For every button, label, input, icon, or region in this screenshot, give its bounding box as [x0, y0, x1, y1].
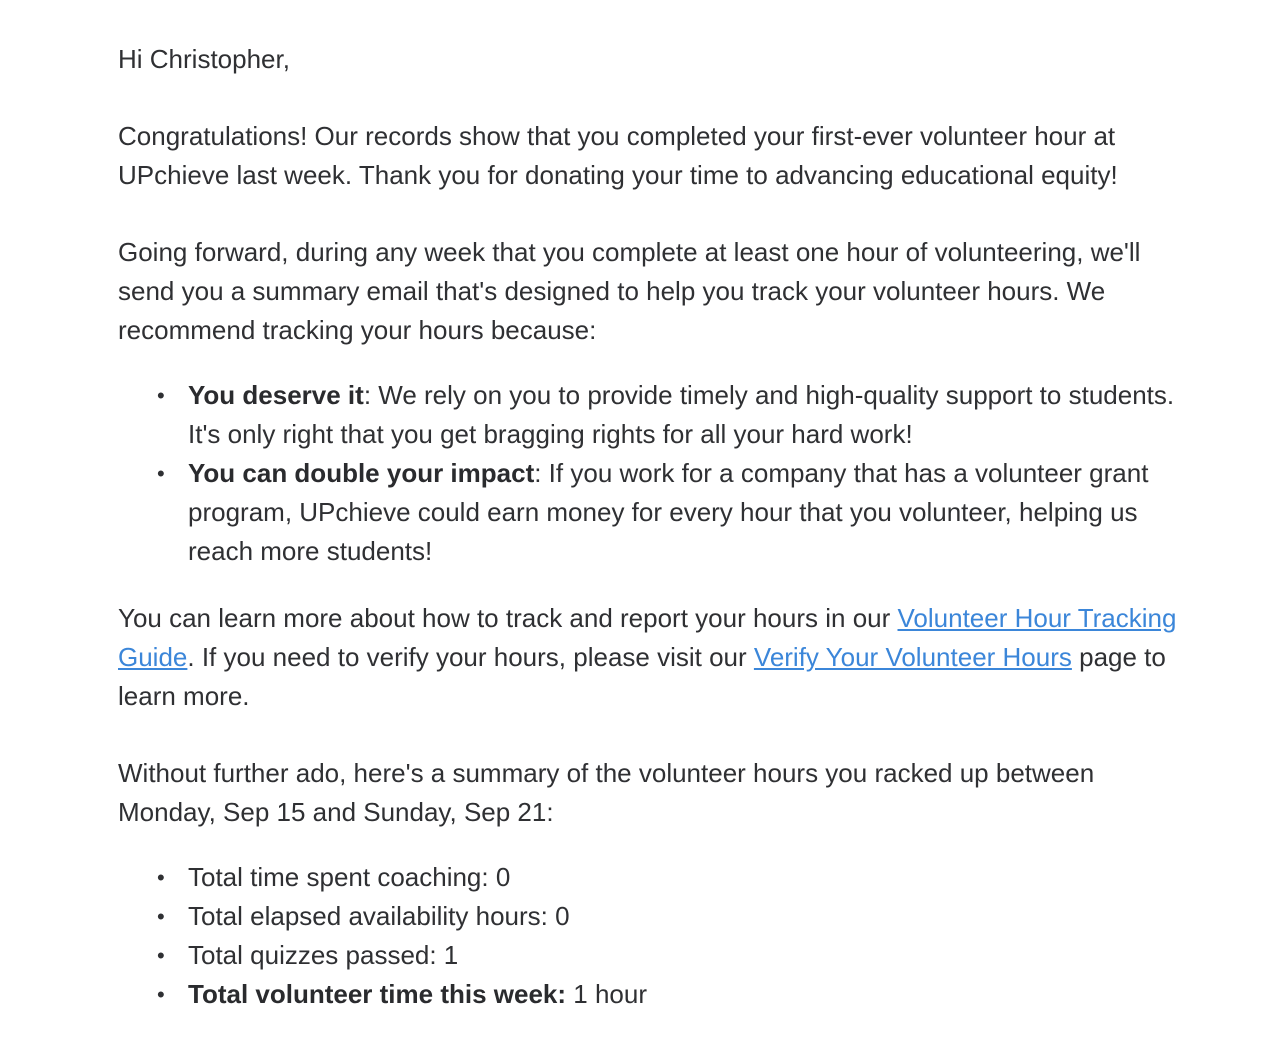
benefit-text: : We rely on you to provide timely and high-quality support to students. It's only right that you get bragging rights for all your hard work! — [188, 380, 1175, 449]
list-item — [157, 897, 1178, 936]
bullet-icon: • — [157, 461, 165, 486]
benefit-text: : If you work for a company that has a volunteer grant program, UPchieve could earn money for every hour that you volunteer, helping us reach more students! — [188, 458, 1149, 566]
learn-more-paragraph — [118, 599, 1178, 716]
verify-volunteer-hours-link[interactable]: Verify Your Volunteer Hours — [753, 642, 1072, 672]
email-body — [118, 40, 1178, 1052]
summary-coaching: Total time spent coaching: 0 — [188, 862, 511, 892]
summary-quizzes: Total quizzes passed: 1 — [188, 940, 459, 970]
bullet-icon: • — [157, 904, 165, 929]
greeting: Hi Christopher, — [118, 44, 290, 74]
learn-more-prefix: You can learn more about how to track and report your hours in our — [118, 603, 898, 633]
summary-availability: Total elapsed availability hours: 0 — [188, 901, 570, 931]
list-item — [157, 936, 1178, 975]
benefit-title: You can double your impact — [188, 458, 535, 488]
learn-more-suffix: page to learn more. — [118, 642, 1166, 711]
summary-total-label: Total volunteer time this week: — [188, 979, 567, 1009]
summary-list — [118, 858, 1178, 1014]
bullet-icon: • — [157, 865, 165, 890]
bullet-icon: • — [157, 943, 165, 968]
bullet-icon: • — [157, 982, 165, 1007]
congrats-paragraph: Congratulations! Our records show that you completed your first-ever volunteer hour at UPchieve last week. Thank you for donating your time to advancing educational equity! — [118, 121, 1118, 190]
summary-total-value: 1 hour — [566, 979, 647, 1009]
benefit-title: You deserve it — [188, 380, 364, 410]
list-item — [157, 454, 1178, 571]
summary-intro-paragraph: Without further ado, here's a summary of the volunteer hours you racked up between Monday, Sep 15 and Sunday, Sep 21: — [118, 758, 1095, 827]
bullet-icon: • — [157, 383, 165, 408]
volunteer-hour-tracking-guide-link[interactable]: Volunteer Hour Tracking Guide — [118, 603, 1177, 672]
benefits-list — [118, 376, 1178, 571]
going-forward-paragraph: Going forward, during any week that you complete at least one hour of volunteering, we'll send you a summary email that's designed to help you track your volunteer hours. We recommend tracking your hours because: — [118, 237, 1141, 345]
learn-more-middle: . If you need to verify your hours, please visit our — [187, 642, 754, 672]
list-item — [157, 858, 1178, 897]
list-item — [157, 376, 1178, 454]
list-item — [157, 975, 1178, 1014]
